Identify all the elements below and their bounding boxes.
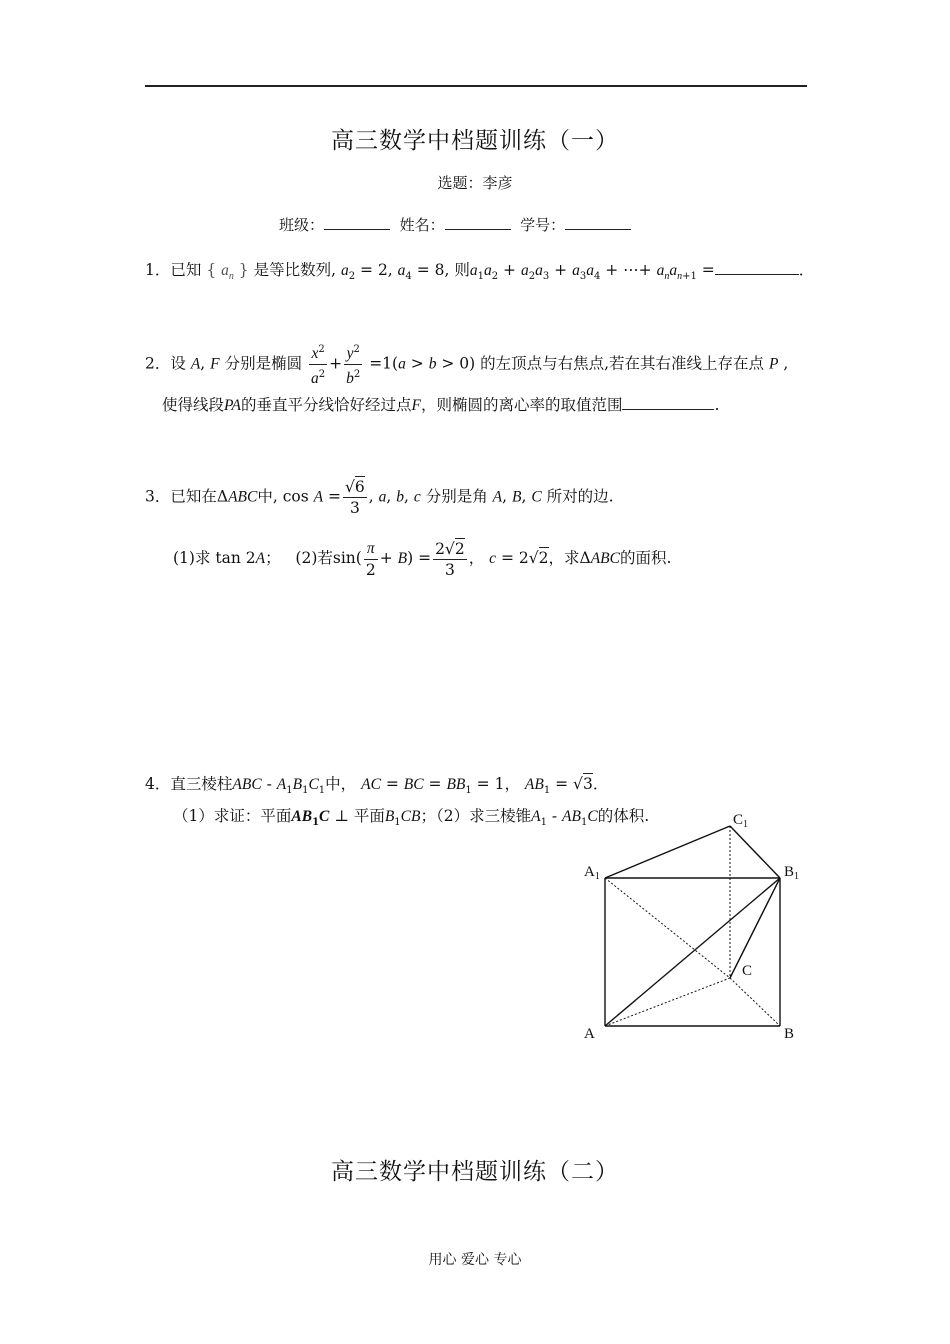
edge-c1-b1 [730,826,780,878]
q3-part-1: (1)求 [173,549,211,567]
q2-text-2: 分别是椭圆 [224,354,303,373]
label-b1: $B_1$ [784,864,800,882]
q1-text-4: ． [798,261,815,279]
q2-frac-x: $\frac{x^2}{a^2}$ [309,340,327,389]
q1-answer-blank [715,273,799,275]
question-4-line-2: （1）求证：平面$AB_1C$ ⊥ 平面$B_1CB$；（2）求三棱锥$A_1 - AB_1C$的体积. [173,807,650,829]
label-c: C [742,963,753,979]
q2-text-6: ，则椭圆的离心率的取值范围 [420,396,623,414]
id-blank [565,228,631,230]
q3-part-2: (2)若 [295,549,333,567]
q2-text-5: 的垂直平分线恰好经过点 [240,396,412,414]
author-line: 选题：李彦 [437,174,513,192]
name-blank [445,228,511,230]
class-blank [324,228,390,230]
q3-text-1: 已知在 [170,487,217,506]
q3-text-8: 的面积. [620,549,672,567]
edge-a-c [605,978,730,1026]
label-a: A [584,1026,595,1042]
question-3-line-2: (1)求 tan 2A； (2)若sin( $\frac{\pi}{2}$ + B) = $\frac{2√2}{3}$ ， c = 2√2，求ΔABC的面积. [173,539,672,579]
question-2-line-2: 使得线段PA的垂直平分线恰好经过点F，则椭圆的离心率的取值范围 . [162,396,720,414]
q3-text-5: ； [265,549,281,567]
q1-text-3: 则 [454,261,470,279]
q2-text-1: 设 [170,354,186,373]
q2-frac-y: $\frac{y^2}{b^2}$ [344,340,362,389]
q4-text-5: ⊥ 平面 [334,807,385,825]
question-1: 1．已知 { $a_n$ } 是等比数列, $a_2 = 2$, $a_4 = 8$, 则$a_1a_2 + a_2a_3 + a_3a_4$ + ⋯+ $a_na_{n+1}$ = ． [145,261,815,283]
q2-number: 2． [145,354,171,373]
q4-text-2: 中， [325,775,357,793]
id-label: 学号： [520,216,566,234]
q3-text-7: ，求 [548,549,580,567]
edge-a1-c [605,878,730,978]
q2-text-3: 的左顶点与右焦点,若在其右准线上存在点 [480,354,765,373]
q4-text-4: ． [592,775,609,793]
page-title: 高三数学中档题训练（一） [331,128,619,154]
q1-sum: $a_1a_2 + a_2a_3 + a_3a_4$ + ⋯+ $a_na_{n+1}$ = [469,261,715,283]
section-title-2: 高三数学中档题训练（二） [331,1159,619,1185]
q4-text-6: 的体积. [597,807,650,825]
question-3-line-1: 3．已知在ΔABC中, cos A = $\frac{√6}{3}$ , a, b, c 分别是角 A, B, C 所对的边. [145,478,614,517]
q3-number: 3． [145,487,171,506]
edge-a1-c1 [605,826,730,878]
question-4-line-1: 4．直三棱柱ABC - $A_1B_1C_1$中， AC = BC = $BB_1 = 1$， $AB_1 = √3$． [145,775,609,797]
edge-a-b1 [605,878,780,1026]
question-2-line-1: 2．设 A, F 分别是椭圆 $\frac{x^2}{a^2}$ + $\frac{y^2}{b^2}$ =1(a > b > 0) 的左顶点与右焦点,若在其右准线上存在点 P , [145,340,788,389]
q3-text-2: 中, [257,487,278,506]
label-a1: $A_1$ [584,864,600,882]
label-c1: $C_1$ [733,812,749,830]
q4-part-2: ；（2）求三棱锥 [420,807,532,825]
q1-given: $a_2 = 2$, $a_4 = 8$ [340,261,445,283]
label-b: B [784,1026,795,1042]
name-label: 姓名： [399,216,445,234]
page-footer: 用心 爱心 专心 [428,1252,522,1268]
info-line [279,214,631,235]
class-label: 班级： [279,216,325,234]
q2-text-4: 使得线段 [162,396,225,414]
prism-figure [570,808,810,1048]
q3-frac-cos: $\frac{√6}{3}$ [345,478,365,517]
q1-number: 1． [145,261,171,279]
edge-c-b [730,978,780,1026]
q4-part-1: （1）求证：平面 [173,807,292,825]
q3-text-6: ， [468,549,485,567]
q1-seq: { $a_n$ } [206,261,249,283]
q3-frac-pi: $\frac{\pi}{2}$ [365,540,376,579]
q4-text-3: ， [504,775,520,793]
edge-b1-c [730,878,780,978]
q1-text-2: 是等比数列, [253,261,337,279]
q1-text-1: 已知 [170,261,202,279]
q3-frac-value: $\frac{2√2}{3}$ [435,539,465,579]
q4-number: 4． [145,775,171,793]
q2-text-7: . [714,396,720,414]
header-rule [145,85,807,87]
q2-answer-blank [622,408,714,410]
q3-text-3: 分别是角 [425,487,488,506]
q3-text-4: 所对的边. [546,487,614,506]
q4-text-1: 直三棱柱 [170,775,233,793]
